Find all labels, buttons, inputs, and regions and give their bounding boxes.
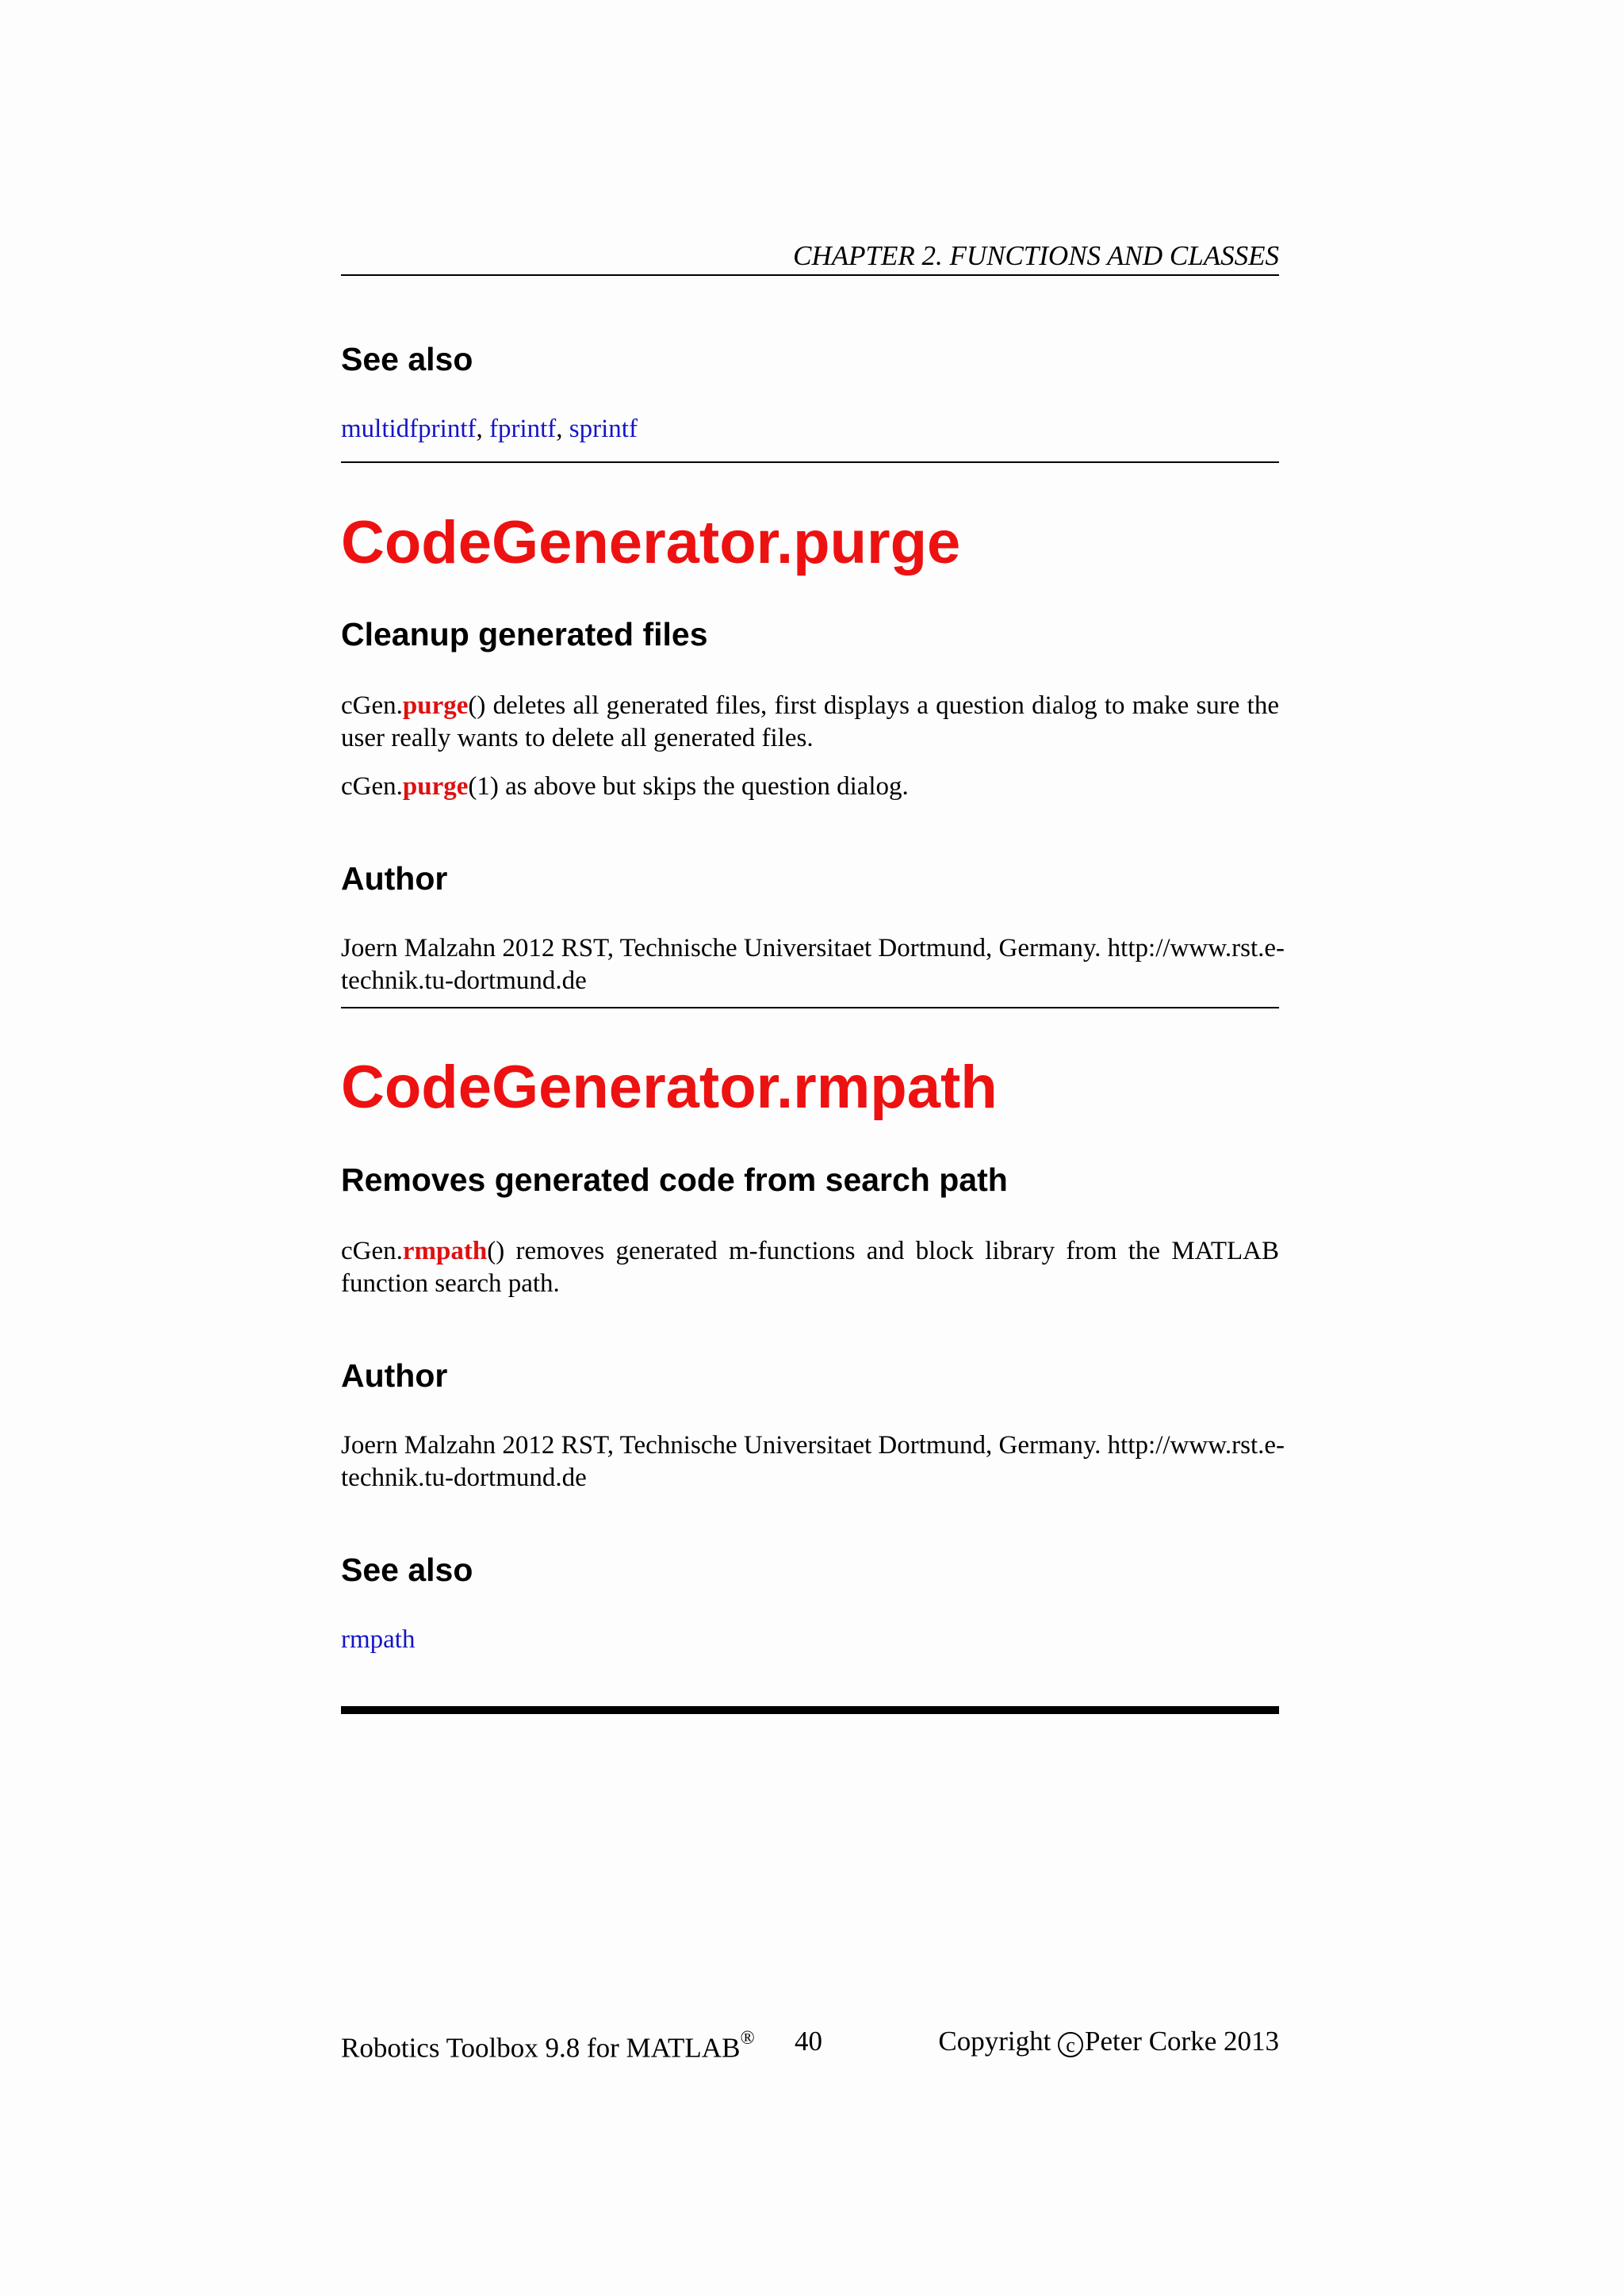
rmpath-summary: Removes generated code from search path — [341, 1161, 1008, 1198]
rmpath-title: CodeGenerator.rmpath — [341, 1054, 998, 1121]
header-rule — [341, 274, 1279, 276]
link-separator: , — [476, 415, 489, 443]
rmpath-author-heading: Author — [341, 1357, 448, 1394]
function-keyword: purge — [402, 691, 469, 720]
rmpath-see-also-links — [341, 1624, 1279, 1656]
page-footer — [341, 2022, 1279, 2064]
description-text: (1) as above but skips the question dialog. — [468, 772, 909, 801]
footer-copyright — [938, 2022, 1279, 2061]
rmpath-author-text: Joern Malzahn 2012 RST, Technische Universitaet Dortmund, Germany. http://www.rst.e-technik.tu-dortmund.de — [341, 1431, 1285, 1492]
link-multidfprintf[interactable]: multidfprintf — [341, 415, 477, 443]
link-separator: , — [556, 415, 569, 443]
purge-description — [341, 690, 1279, 755]
code-prefix: cGen. — [341, 691, 403, 720]
function-keyword: rmpath — [402, 1237, 488, 1265]
description-text: () deletes all generated files, first displays a question dialog to make sure the user really wants to delete all generated files. — [341, 691, 1279, 752]
link-sprintf[interactable]: sprintf — [569, 415, 638, 443]
rmpath-see-also-heading: See also — [341, 1552, 473, 1588]
copyright-owner: Peter Corke 2013 — [1085, 2026, 1279, 2057]
registered-mark: ® — [740, 2028, 755, 2049]
running-header: CHAPTER 2. FUNCTIONS AND CLASSES — [793, 240, 1279, 271]
rmpath-description — [341, 1235, 1279, 1300]
code-prefix: cGen. — [341, 1237, 403, 1265]
footer-book-title-text: Robotics Toolbox 9.8 for MATLAB — [341, 2032, 741, 2064]
link-fprintf[interactable]: fprintf — [488, 415, 557, 443]
purge-option-description — [341, 771, 1279, 803]
description-text: () removes generated m-functions and block library from the MATLAB function search path. — [341, 1237, 1279, 1298]
see-also-heading: See also — [341, 341, 473, 377]
see-also-links — [341, 413, 1279, 446]
purge-author-text: Joern Malzahn 2012 RST, Technische Universitaet Dortmund, Germany. http://www.rst.e-technik.tu-dortmund.de — [341, 934, 1285, 995]
purge-summary: Cleanup generated files — [341, 616, 708, 652]
purge-title: CodeGenerator.purge — [341, 509, 961, 576]
code-prefix: cGen. — [341, 772, 403, 801]
section-rule — [341, 461, 1279, 463]
copyright-icon: c — [1058, 2032, 1083, 2057]
function-keyword: purge — [402, 772, 469, 801]
purge-author-heading: Author — [341, 860, 448, 897]
section-rule — [341, 1007, 1279, 1008]
footer-book-title — [341, 2022, 755, 2068]
page-number: 40 — [795, 2026, 822, 2057]
link-rmpath[interactable]: rmpath — [341, 1625, 416, 1654]
end-of-section-rule — [341, 1706, 1279, 1714]
copyright-word: Copyright — [938, 2026, 1051, 2057]
